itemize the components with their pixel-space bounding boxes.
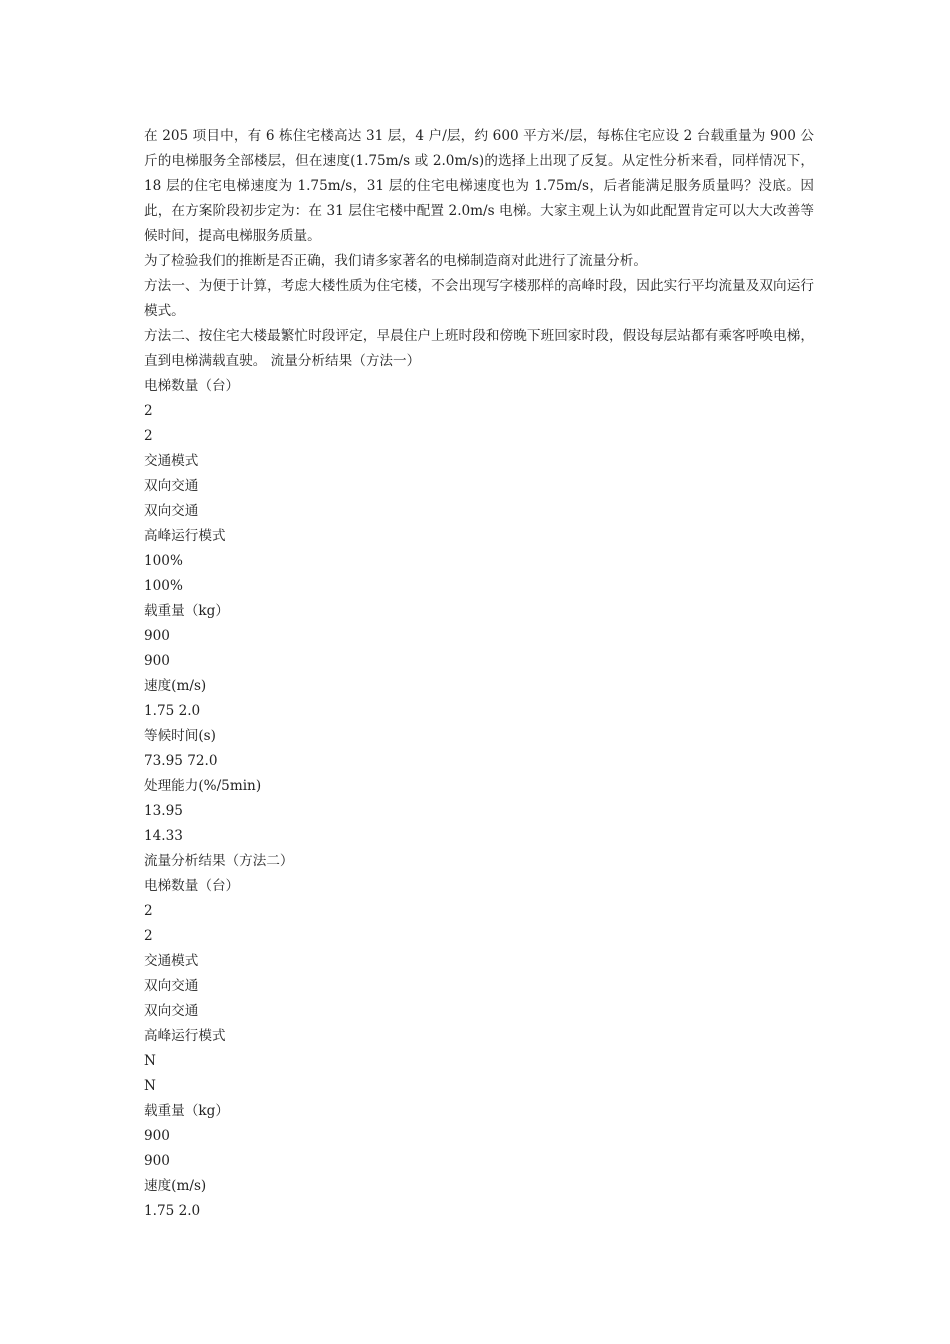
result-line: 2	[144, 903, 153, 919]
document-body	[144, 124, 814, 1224]
method-two-paragraph: 方法二、按住宅大楼最繁忙时段评定，早晨住户上班时段和傍晚下班回家时段，假设每层站都有乘客呼唤电梯，直到电梯满载直驶。 流量分析结果（方法一）	[144, 328, 814, 369]
result-line: 双向交通	[144, 1003, 199, 1019]
result-line: 14.33	[144, 828, 183, 844]
analysis-results-list	[144, 374, 814, 1224]
result-line: 交通模式	[144, 953, 199, 969]
result-line: 900	[144, 1128, 170, 1144]
result-line: 双向交通	[144, 478, 199, 494]
result-line: 速度(m/s)	[144, 678, 207, 694]
result-line: N	[144, 1078, 156, 1094]
intro-paragraph: 在 205 项目中，有 6 栋住宅楼高达 31 层，4 户/层，约 600 平方米/层，每栋住宅应设 2 台载重量为 900 公斤的电梯服务全部楼层，但在速度(1.75m/s 或 2.0m/s)的选择上出现了反复。从定性分析来看，同样情况下，18 层的住宅电梯速度为 1.75m/s，31 层的住宅电梯速度也为 1.75m/s，后者能满足服务质量吗？没底。因此，在方案阶段初步定为：在 31 层住宅楼中配置 2.0m/s 电梯。大家主观上认为如此配置肯定可以大大改善等候时间，提高电梯服务质量。	[144, 128, 814, 244]
section-heading: 流量分析结果（方法二）	[144, 853, 294, 869]
result-line: 1.75 2.0	[144, 703, 201, 719]
result-line: 载重量（kg）	[144, 1103, 229, 1119]
result-line: 双向交通	[144, 978, 199, 994]
result-line: 双向交通	[144, 503, 199, 519]
result-line: 100%	[144, 553, 183, 569]
result-line: 2	[144, 403, 153, 419]
result-line: 1.75 2.0	[144, 1203, 201, 1219]
result-line: 73.95 72.0	[144, 753, 218, 769]
result-line: 13.95	[144, 803, 183, 819]
result-line: 2	[144, 428, 153, 444]
result-line: 900	[144, 653, 170, 669]
result-line: 载重量（kg）	[144, 603, 229, 619]
method-one-paragraph: 方法一、为便于计算，考虑大楼性质为住宅楼，不会出现写字楼那样的高峰时段，因此实行平均流量及双向运行模式。	[144, 278, 814, 319]
purpose-paragraph: 为了检验我们的推断是否正确，我们请多家著名的电梯制造商对此进行了流量分析。	[144, 253, 647, 269]
result-line: 高峰运行模式	[144, 1028, 226, 1044]
result-line: 100%	[144, 578, 183, 594]
result-line: 900	[144, 1153, 170, 1169]
result-line: 900	[144, 628, 170, 644]
result-line: 电梯数量（台）	[144, 878, 240, 894]
result-line: 电梯数量（台）	[144, 378, 240, 394]
result-line: 高峰运行模式	[144, 528, 226, 544]
result-line: 速度(m/s)	[144, 1178, 207, 1194]
result-line: 等候时间(s)	[144, 728, 216, 744]
result-line: 处理能力(%/5min)	[144, 778, 262, 794]
result-line: 2	[144, 928, 153, 944]
result-line: 交通模式	[144, 453, 199, 469]
result-line: N	[144, 1053, 156, 1069]
